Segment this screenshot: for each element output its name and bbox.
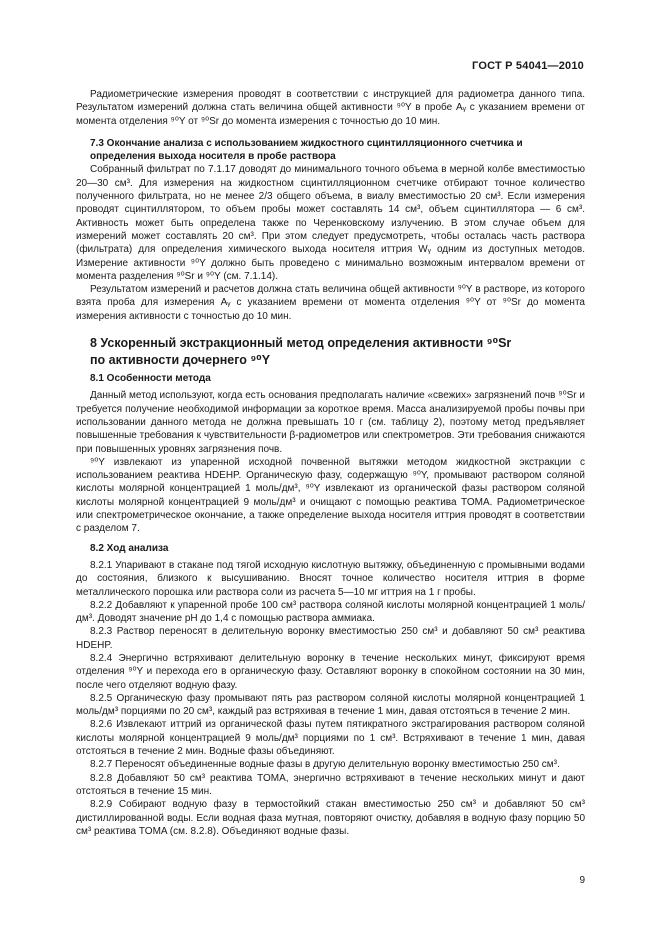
- section-8-1-paragraph-2: ⁹⁰Y извлекают из упаренной исходной почвенной вытяжки методом жидкостной экстракции с использованием реактива HDEHP. Органическую фазу, содержащую ⁹⁰Y, промывают раствором соляной кислоты молярной концентрацией 1 моль/дм³, ⁹⁰Y извлекают из органической фазы раствором соляной кислоты молярной концентрацией 9 моль/дм³ и очищают с помощью реактива TOMA. Радиометрическое или спектрометрическое окончание, а также определение выхода носителя иттрия проводят в соответствии с разделом 7.: [76, 456, 585, 535]
- step-8-2-2: 8.2.2 Добавляют к упаренной пробе 100 см³ раствора соляной кислоты молярной концентрацией 1 моль/дм³. Доводят значение рН до 1,4 с помощью раствора аммиака.: [76, 599, 585, 625]
- section-8-title-line-2: по активности дочернего ⁹⁰Y: [90, 352, 271, 367]
- section-7-3-paragraph-1: Собранный фильтрат по 7.1.17 доводят до минимального точного объема в мерной колбе вместимостью 20—30 см³. Для измерения на жидкостном сцинтилляционном счетчике отбирают точное количество полученного фильтрата, но не менее 2/3 общего объема, в виалу вместимостью 20 см³. Если измерения проводят сцинтиллятором, то объем пробы может составлять 14 см³, объем сцинтиллятора — 6 см³. Активность может быть определена также по Черенковскому излучению. В этом случае объем для измерений может составлять 20 см³. При этом следует предусмотреть, чтобы осталась часть раствора (фильтрата) для определения химического выхода носителя иттрия Wᵧ одним из доступных методов. Измерение активности ⁹⁰Y должно быть проведено с минимально возможным интервалом времени от момента разделения ⁹⁰Sr и ⁹⁰Y (см. 7.1.14).: [76, 164, 585, 282]
- document-body: [76, 88, 585, 838]
- intro-paragraph: Радиометрические измерения проводят в соответствии с инструкцией для радиометра данного типа. Результатом измерений должна стать величина общей активности ⁹⁰Y в пробе Aᵧ с указанием времени от момента отделения ⁹⁰Y от ⁹⁰Sr до момента измерения с точностью до 10 мин.: [76, 89, 585, 127]
- page-number: 9: [579, 875, 585, 886]
- step-8-2-8: 8.2.8 Добавляют 50 см³ реактива TOMA, энергично встряхивают в течение нескольких минут и дают отстояться в течение 15 мин.: [76, 772, 585, 797]
- step-8-2-4: 8.2.4 Энергично встряхивают делительную воронку в течение нескольких минут, фиксируют время отделения ⁹⁰Y и перехода его в органическую фазу. Оставляют воронку в спокойном состоянии на 30 мин, после чего отделяют водную фазу.: [76, 652, 585, 691]
- standard-header: ГОСТ Р 54041—2010: [472, 60, 584, 72]
- step-8-2-6: 8.2.6 Извлекают иттрий из органической фазы путем пятикратного экстрагирования раствором соляной кислоты молярной концентрацией 9 моль/дм³ порциями по 1 см³. Встряхивают в течение 1 мин, давая отстояться в течение 2 мин. Водные фазы объединяют.: [76, 719, 585, 758]
- section-8-2-heading: 8.2 Ход анализа: [90, 542, 169, 554]
- step-8-2-7: 8.2.7 Переносят объединенные водные фазы в другую делительную воронку вместимостью 250 см³.: [90, 759, 560, 771]
- section-8-1-heading: 8.1 Особенности метода: [90, 373, 211, 385]
- step-8-2-3: 8.2.3 Раствор переносят в делительную воронку вместимостью 250 см³ и добавляют 50 см³ реактива HDEHP.: [76, 626, 585, 651]
- step-8-2-9: 8.2.9 Собирают водную фазу в термостойкий стакан вместимостью 250 см³ и добавляют 50 см³ дистиллированной воды. Если водная фаза мутная, повторяют очистку, добавляя в водную фазу порцию 50 см³ реактива TOMA (см. 8.2.8). Объединяют водные фазы.: [76, 799, 585, 837]
- step-8-2-5: 8.2.5 Органическую фазу промывают пять раз раствором соляной кислоты молярной концентрацией 1 моль/дм³ порциями по 20 см³, каждый раз встряхивая в течение 1 мин, давая отстояться в течение 2 мин.: [76, 692, 585, 718]
- section-8-1-paragraph-1: Данный метод используют, когда есть основания предполагать наличие «свежих» загрязнений почв ⁹⁰Sr и требуется получение необходимой информации за короткое время. Масса анализируемой пробы почвы при использовании данного метода не должна превышать 10 г (см. таблицу 2), поэтому метод предъявляет повышенные требования к чувствительности β-радиометров или спектрометров. Эти требования снижаются при повышенных уровнях загрязнения почв.: [76, 390, 585, 455]
- section-7-3-paragraph-2: Результатом измерений и расчетов должна стать величина общей активности ⁹⁰Y в растворе, из которого взята проба для измерения Aᵧ с указанием времени от момента отделения ⁹⁰Y от ⁹⁰Sr до момента измерения активности с точностью до 10 мин.: [76, 284, 585, 322]
- section-7-3-heading: 7.3 Окончание анализа с использованием жидкостного сцинтилляционного счетчика и определения выхода носителя в пробе раствора: [90, 137, 523, 163]
- step-8-2-1: 8.2.1 Упаривают в стакане под тягой исходную кислотную вытяжку, объединенную с промывными водами до состояния, близкого к высушиванию. Вносят точное количество носителя иттрия в форме металлического порошка или раствора соли из расчета 5—10 мг иттрия на 1 г пробы.: [76, 559, 585, 598]
- section-8-title: [76, 335, 585, 368]
- section-8-title-line-1: 8 Ускоренный экстракционный метод определения активности ⁹⁰Sr: [90, 336, 512, 351]
